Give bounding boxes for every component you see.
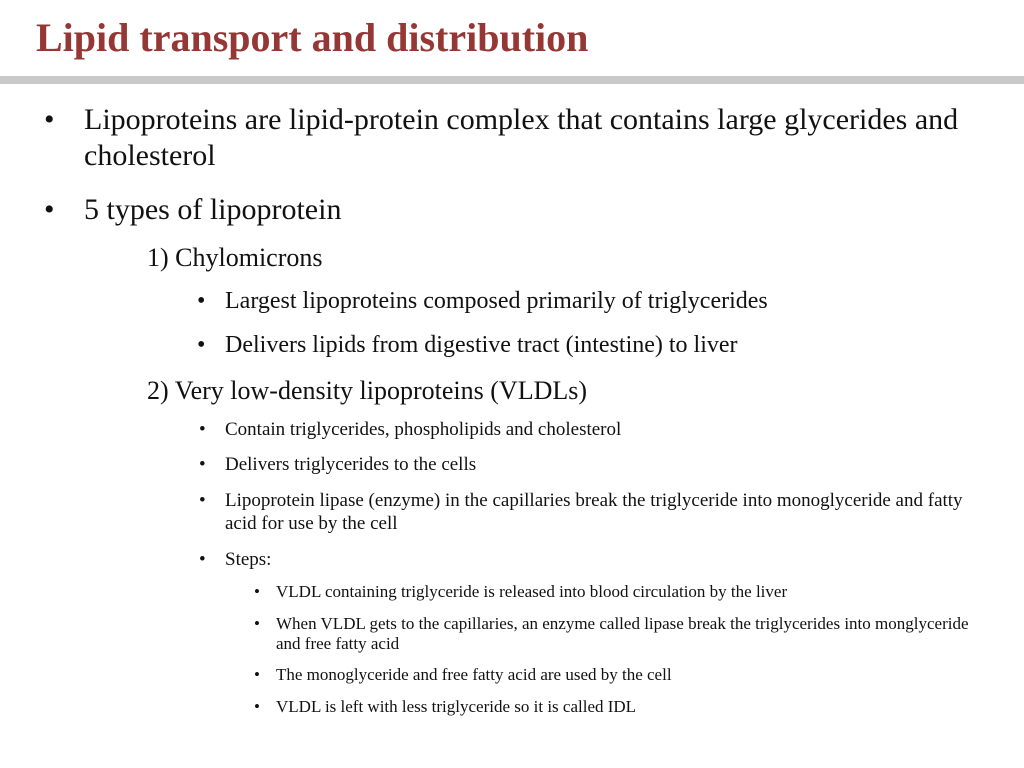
list-item-text: 5 types of lipoprotein	[84, 193, 342, 226]
list-item	[199, 548, 985, 571]
list-item-text: Steps:	[225, 549, 272, 570]
list-item-text: Lipoproteins are lipid-protein complex that contains large glycerides and cholesterol	[84, 103, 959, 172]
bullet-icon: •	[199, 490, 206, 511]
list-item-text: Delivers lipids from digestive tract (intestine) to liver	[225, 332, 738, 358]
list-item	[254, 665, 986, 685]
bullet-icon: •	[254, 665, 260, 684]
list-item-text: When VLDL gets to the capillaries, an enzyme called lipase break the triglycerides into monglyceride and free fatty acid	[276, 614, 969, 654]
list-item-text: VLDL containing triglyceride is released into blood circulation by the liver	[276, 582, 788, 601]
list-item	[254, 582, 986, 602]
list-item-text: Contain triglycerides, phospholipids and cholesterol	[225, 419, 622, 440]
list-item	[254, 697, 986, 717]
bullet-icon: •	[44, 193, 55, 226]
list-item-text: Largest lipoproteins composed primarily of triglycerides	[225, 288, 768, 314]
list-item	[44, 192, 984, 228]
list-item	[199, 418, 985, 441]
bullet-icon: •	[44, 103, 55, 136]
list-item	[199, 453, 985, 476]
title-divider	[0, 76, 1024, 84]
list-item	[254, 614, 986, 655]
list-item-text: Delivers triglycerides to the cells	[225, 454, 477, 475]
numbered-heading: 2) Very low-density lipoproteins (VLDLs)	[147, 376, 588, 405]
list-item	[44, 102, 984, 174]
list-item	[197, 331, 985, 360]
bullet-icon: •	[199, 419, 206, 440]
numbered-heading: 1) Chylomicrons	[147, 243, 323, 272]
slide-title: Lipid transport and distribution	[36, 15, 589, 60]
bullet-icon: •	[199, 454, 206, 475]
list-item-text: The monoglyceride and free fatty acid are used by the cell	[276, 665, 672, 684]
bullet-icon: •	[254, 697, 260, 716]
bullet-icon: •	[197, 332, 206, 358]
bullet-icon: •	[199, 549, 206, 570]
bullet-icon: •	[197, 288, 206, 314]
list-item-text: VLDL is left with less triglyceride so it is called IDL	[276, 697, 637, 716]
bullet-icon: •	[254, 614, 260, 633]
list-item	[199, 489, 985, 536]
bullet-icon: •	[254, 582, 260, 601]
list-item-text: Lipoprotein lipase (enzyme) in the capillaries break the triglyceride into monoglyceride and fatty acid for use by the cell	[225, 490, 963, 535]
list-item	[197, 287, 985, 316]
